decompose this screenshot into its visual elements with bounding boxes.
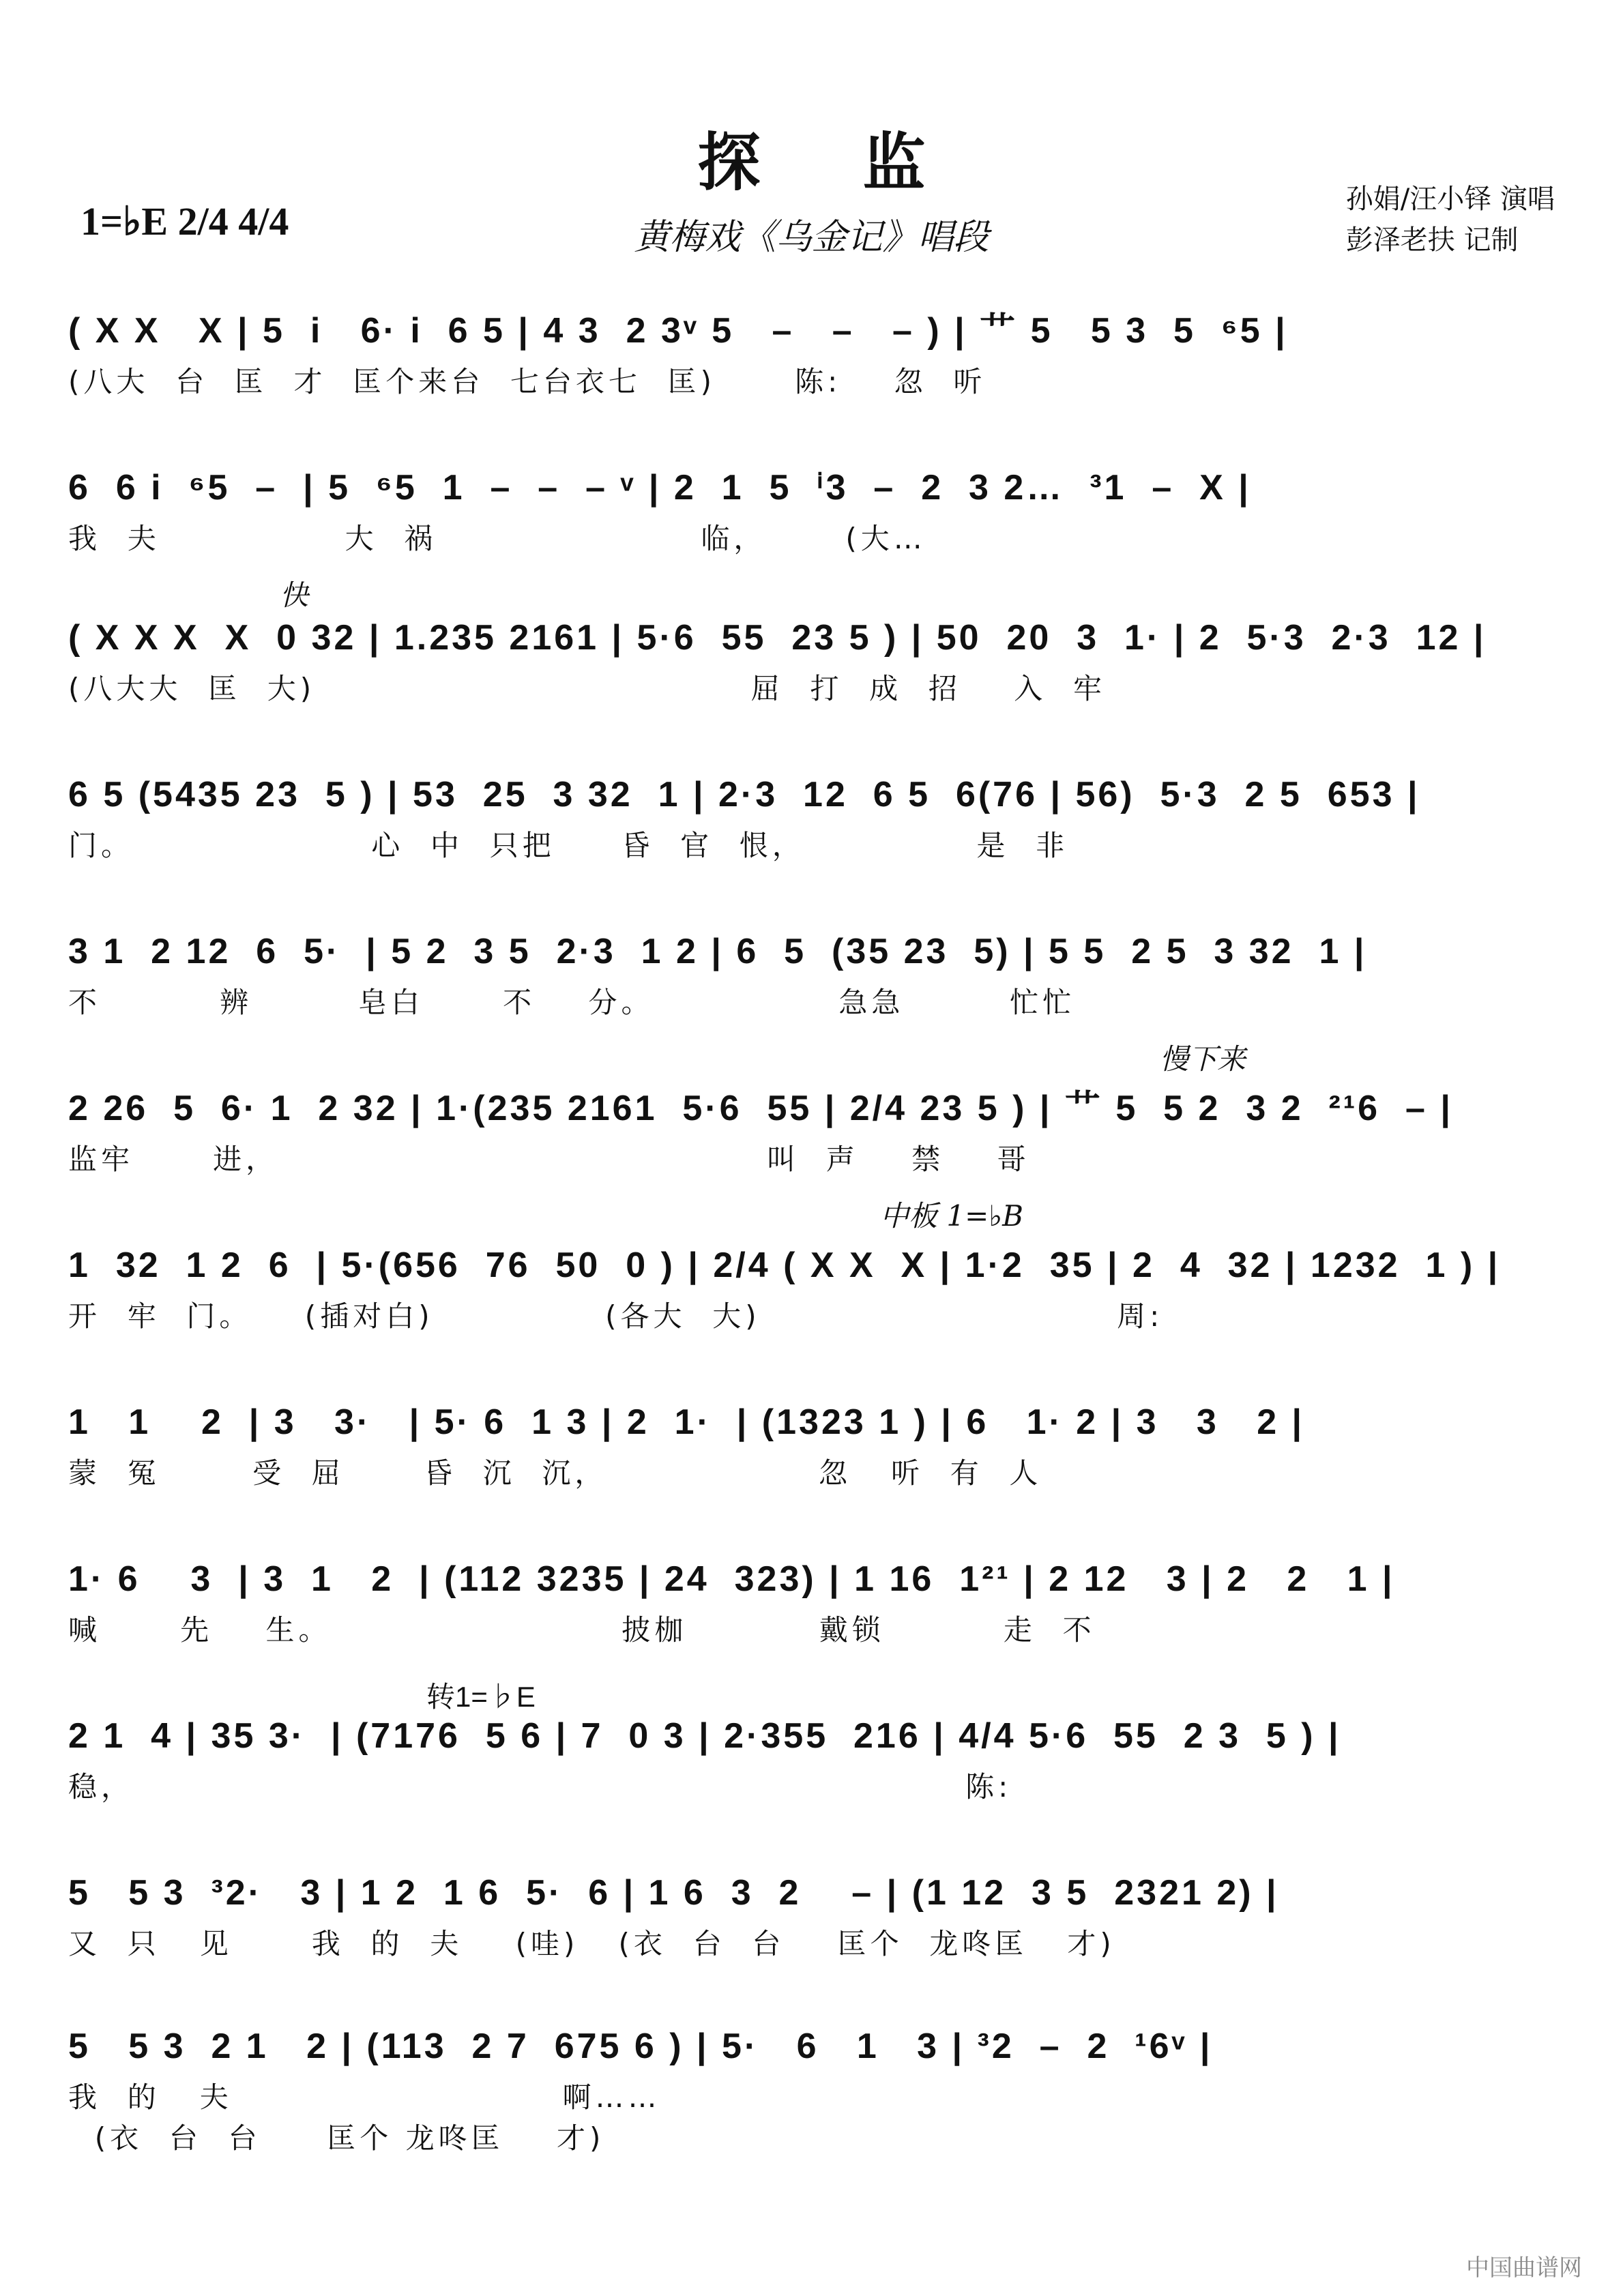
lyric-line: 门。 心 中 只把 昏 官 恨， 是 非 (68, 829, 1069, 862)
modulation-mark: 转1=♭E (426, 1681, 536, 1713)
notes-line: 1· 6 3 | 3 1 2 | (112 3235 | 24 323) | 1 16 1²¹ | 2 12 3 | 2 2 1 | (68, 1559, 1395, 1599)
score-row-7 (68, 1235, 1555, 1337)
tempo-mark-fast: 快 (280, 578, 309, 612)
lyric-line: (八大大 匡 大) 屈 打 成 招 入 牢 (68, 672, 1106, 705)
lyric-line: 稳， 陈: (68, 1770, 1012, 1804)
notes-line: ( X X X X 0 32 | 1.235 2161 | 5·6 55 23 5 ) | 50 20 3 1· | 2 5·3 2·3 12 | (68, 618, 1487, 658)
notes-line: ( X X X | 5 i 6· i 6 5 | 4 3 2 3ᵛ 5 – – – ) | 艹 5 5 3 5 ⁶5 | (68, 311, 1288, 351)
lyric-line: 喊 先 生。 披枷 戴锁 走 不 (68, 1613, 1096, 1647)
score-row-3 (68, 607, 1555, 709)
notes-line: 6 5 (5435 23 5 ) | 53 25 3 32 1 | 2·3 12 6 5 6(76 | 56) 5·3 2 5 653 | (68, 775, 1420, 814)
subtitle: 黄梅戏《乌金记》唱段 (634, 217, 989, 258)
lyric-line: 我 的 夫 啊…… (68, 2080, 661, 2114)
score-row-4 (68, 764, 1555, 866)
lyric-line: 蒙 冤 受 屈 昏 沉 沉， 忽 听 有 人 (68, 1456, 1042, 1490)
page-title: 探监 (697, 126, 1028, 199)
score-row-10 (68, 1705, 1555, 1808)
notes-line: 2 26 5 6· 1 2 32 | 1·(235 2161 5·6 55 | 2/4 23 5 ) | 艹 5 5 2 3 2 ²¹6 – | (68, 1089, 1453, 1128)
score-row-11 (68, 1862, 1555, 1964)
lyric-line: 又 只 见 我 的 夫 (哇) (衣 台 台 匡个 龙咚匡 才) (68, 1927, 1115, 1960)
lyric-line: 开 牢 门。 (插对白) (各大 大) 周: (68, 1299, 1164, 1333)
notes-line: 3 1 2 12 6 5· | 5 2 3 5 2·3 1 2 | 6 5 (35 23 5) | 5 5 2 5 3 32 1 | (68, 932, 1367, 971)
credits (1346, 179, 1555, 261)
watermark: 中国曲谱网 (1466, 2254, 1582, 2282)
notes-line: 2 1 4 | 35 3· | (7176 5 6 | 7 0 3 | 2·355 216 | 4/4 5·6 55 2 3 5 ) | (68, 1716, 1341, 1756)
key-signature: 1=♭E 2/4 4/4 (81, 199, 289, 244)
notation-credit: 彭泽老扶 记制 (1345, 224, 1519, 256)
lyric-line: 监牢 进， 叫 声 禁 哥 (68, 1143, 1030, 1176)
score-row-9 (68, 1548, 1555, 1651)
tempo-mark-slow: 慢下来 (1160, 1042, 1246, 1076)
score-row-1 (68, 300, 1555, 402)
tempo-mark-medium: 中板 1=♭B (880, 1199, 1023, 1233)
score-row-8 (68, 1392, 1555, 1494)
score-row-5 (68, 921, 1555, 1023)
notes-line: 1 1 2 | 3 3· | 5· 6 1 3 | 2 1· | (1323 1 ) | 6 1· 2 | 3 3 2 | (68, 1402, 1305, 1442)
lyric-line-secondary: (衣 台 台 匡个 龙咚匡 才) (68, 2121, 605, 2155)
score-row-6 (68, 1078, 1555, 1180)
notes-line: 5 5 3 2 1 2 | (113 2 7 675 6 ) | 5· 6 1 3 | ³2 – 2 ¹6ᵛ | (68, 2027, 1213, 2066)
notes-line: 6 6 i ⁶5 – | 5 ⁶5 1 – – – ᵛ | 2 1 5 ⁱ3 – 2 3 2… ³1 – X | (68, 468, 1251, 507)
score-row-12 (68, 2016, 1555, 2159)
lyric-line: 不 辨 皂白 不 分。 急急 忙忙 (68, 986, 1076, 1019)
lyric-line: 我 夫 大 祸 临， (大… (68, 522, 926, 555)
notes-line: 5 5 3 ³2· 3 | 1 2 1 6 5· 6 | 1 6 3 2 – | (1 12 3 5 2321 2) | (68, 1873, 1279, 1913)
notes-line: 1 32 1 2 6 | 5·(656 76 50 0 ) | 2/4 ( X X X | 1·2 35 | 2 4 32 | 1232 1 ) | (68, 1246, 1501, 1285)
lyric-line: (八大 台 匡 才 匡个来台 七台衣七 匡) 陈: 忽 听 (68, 365, 986, 398)
performer-credit: 孙娟/汪小铎 演唱 (1345, 183, 1555, 215)
score-row-2 (68, 457, 1555, 559)
